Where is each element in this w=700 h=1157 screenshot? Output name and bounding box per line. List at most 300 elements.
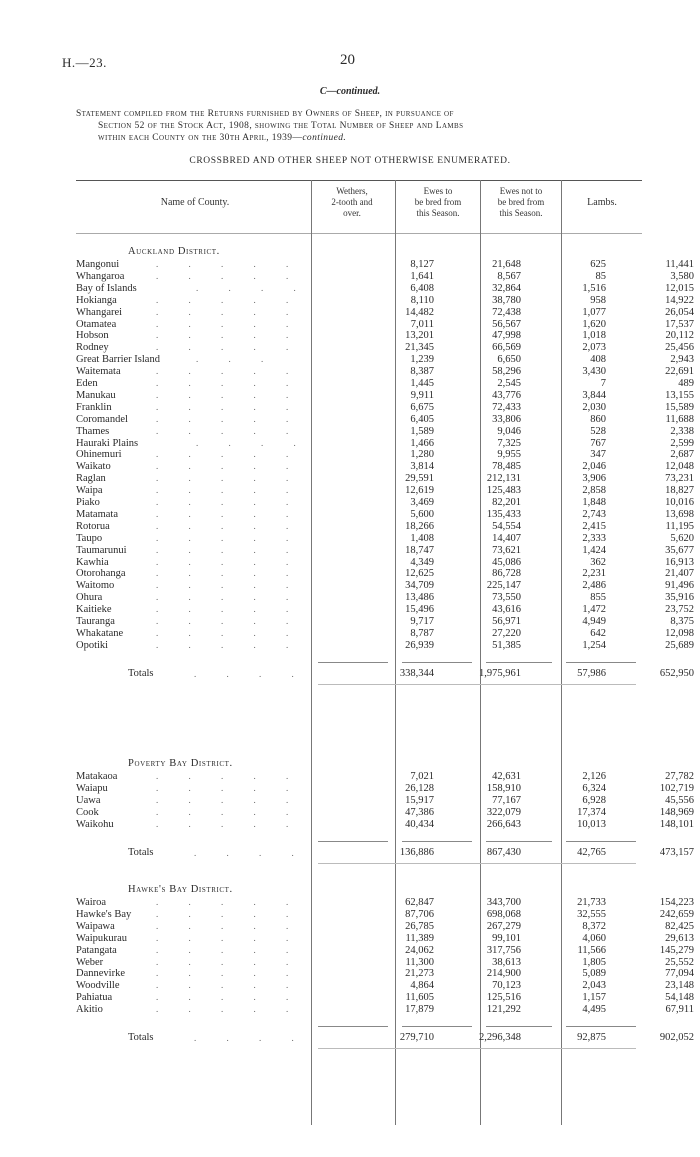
- leader-dots: . . . . .: [156, 592, 303, 603]
- ewes-not-bred-value: 3,906: [582, 473, 606, 485]
- ewes-not-bred-value: 1,077: [582, 306, 606, 318]
- leader-dots: . . . . .: [156, 992, 303, 1003]
- ewes-bred-value: 32,864: [492, 282, 521, 294]
- ewes-not-bred-value: 2,858: [582, 485, 606, 497]
- sum-rule: [566, 662, 636, 663]
- leader-dots: . . . . .: [156, 639, 303, 650]
- lambs-value: 15,589: [665, 401, 694, 413]
- wethers-value: 1,466: [410, 437, 434, 449]
- ewes-not-bred-value: 1,848: [582, 497, 606, 508]
- county-name: Thames: [76, 425, 110, 437]
- district-heading: Auckland District.: [128, 246, 220, 257]
- wethers-value: 17,879: [405, 1004, 434, 1016]
- ewes-not-bred-value: 2,046: [582, 461, 606, 473]
- wethers-total: 279,710: [399, 1032, 434, 1043]
- ewes-not-bred-value: 2,073: [582, 342, 606, 354]
- lambs-value: 35,916: [665, 592, 694, 604]
- county-name: Waipa: [76, 485, 103, 497]
- ewes-bred-value: 47,998: [492, 330, 521, 342]
- county-name: Otamatea: [76, 318, 117, 330]
- ewes-not-bred-value: 1,424: [582, 544, 606, 556]
- wethers-value: 3,814: [410, 461, 434, 473]
- leader-dots: . . . .: [194, 1033, 308, 1043]
- county-name: Waikohu: [76, 818, 114, 830]
- table-row: [76, 556, 694, 569]
- wethers-value: 13,201: [405, 330, 434, 342]
- lambs-value: 82,425: [665, 920, 694, 932]
- ewes-not-bred-value: 85: [595, 270, 606, 282]
- wethers-value: 11,389: [405, 932, 434, 944]
- leader-dots: . . . . .: [156, 968, 303, 979]
- wethers-value: 9,717: [410, 616, 434, 627]
- table-row: [76, 294, 694, 307]
- county-name: Waipawa: [76, 920, 115, 932]
- totals-row: [76, 846, 694, 860]
- table-row: [76, 401, 694, 414]
- table-row: [76, 497, 694, 509]
- ewes-bred-value: 21,648: [492, 259, 521, 270]
- lambs-value: 11,195: [665, 520, 694, 532]
- table-subtitle: CROSSBRED AND OTHER SHEEP NOT OTHERWISE ENUMERATED.: [189, 156, 511, 166]
- ewes-not-bred-value: 2,231: [582, 568, 606, 580]
- leader-dots: . . . . .: [156, 389, 303, 400]
- ewes-not-bred-value: 1,805: [582, 956, 606, 968]
- lambs-value: 2,599: [670, 437, 694, 449]
- sum-rule: [486, 1026, 552, 1027]
- leader-dots: . . . . .: [156, 580, 303, 591]
- leader-dots: . . . . .: [156, 908, 303, 919]
- ewes-bred-value: 6,650: [497, 354, 521, 366]
- wethers-value: 11,605: [405, 992, 434, 1004]
- leader-dots: . . . . .: [156, 818, 303, 829]
- lambs-value: 12,015: [665, 282, 694, 294]
- ewes-not-bred-value: 642: [590, 627, 606, 639]
- wethers-value: 21,273: [405, 968, 434, 980]
- ewes-not-bred-value: 1,516: [582, 282, 606, 294]
- county-name: Hawke's Bay: [76, 908, 132, 920]
- ewes-bred-value: 99,101: [492, 932, 521, 944]
- ewes-not-bred-total: 42,765: [577, 846, 606, 858]
- county-name: Whakatane: [76, 627, 124, 639]
- leader-dots: . . . . .: [156, 425, 303, 436]
- wethers-total: 136,886: [399, 846, 434, 858]
- county-name: Manukau: [76, 389, 116, 401]
- leader-dots: . . . . .: [156, 920, 303, 931]
- column-header-ewes-bred: Ewes to be bred from this Season.: [414, 186, 462, 218]
- table-row: [76, 956, 694, 969]
- ewes-not-bred-value: 4,495: [582, 1004, 606, 1016]
- sum-rule: [566, 1026, 636, 1027]
- county-name: Bay of Islands: [76, 282, 137, 294]
- wethers-value: 13,486: [405, 592, 434, 604]
- wethers-value: 3,469: [410, 497, 434, 508]
- county-name: Weber: [76, 956, 104, 968]
- wethers-value: 47,386: [405, 806, 434, 818]
- wethers-value: 87,706: [405, 908, 434, 920]
- county-name: Hobson: [76, 330, 109, 342]
- totals-row: [76, 1031, 694, 1045]
- table-row: [76, 639, 694, 652]
- wethers-value: 1,408: [410, 532, 434, 544]
- county-name: Eden: [76, 378, 98, 389]
- table-row: [76, 604, 694, 616]
- lambs-value: 54,148: [665, 992, 694, 1004]
- lambs-value: 148,969: [659, 806, 694, 818]
- table-row: [76, 259, 694, 271]
- leader-dots: . . . . .: [156, 794, 303, 805]
- county-name: Otorohanga: [76, 568, 126, 580]
- ewes-not-bred-value: 6,324: [582, 782, 606, 794]
- table-row: [76, 782, 694, 795]
- county-name: Matakaoa: [76, 771, 118, 782]
- ewes-bred-value: 121,292: [486, 1004, 521, 1016]
- table-row: [76, 306, 694, 319]
- ewes-bred-value: 317,756: [486, 944, 521, 956]
- table-row: [76, 330, 694, 342]
- ewes-not-bred-value: 528: [590, 425, 606, 437]
- page-number: 20: [340, 52, 355, 68]
- table-row: [76, 270, 694, 283]
- wethers-value: 18,747: [405, 544, 434, 556]
- ewes-bred-value: 267,279: [486, 920, 521, 932]
- wethers-value: 1,239: [410, 354, 434, 366]
- table-row: [76, 437, 694, 450]
- wethers-value: 15,917: [405, 794, 434, 806]
- county-name: Waikato: [76, 461, 111, 473]
- table-row: [76, 389, 694, 402]
- lambs-value: 2,943: [670, 354, 694, 366]
- leader-dots: . . . . .: [156, 520, 303, 531]
- lambs-value: 21,407: [665, 568, 694, 580]
- table-row: [76, 425, 694, 438]
- wethers-value: 24,062: [405, 944, 434, 956]
- lambs-value: 27,782: [665, 771, 694, 782]
- table-row: [76, 580, 694, 592]
- lambs-value: 25,456: [665, 342, 694, 354]
- ewes-not-bred-value: 1,018: [582, 330, 606, 342]
- county-name: Kawhia: [76, 556, 109, 568]
- table-row: [76, 992, 694, 1004]
- lambs-value: 16,913: [665, 556, 694, 568]
- ewes-not-bred-value: 2,030: [582, 401, 606, 413]
- lambs-value: 45,556: [665, 794, 694, 806]
- ewes-not-bred-value: 5,089: [582, 968, 606, 980]
- wethers-value: 4,349: [410, 556, 434, 568]
- ewes-bred-value: 322,079: [486, 806, 521, 818]
- ewes-not-bred-value: 1,254: [582, 639, 606, 651]
- ewes-not-bred-value: 408: [590, 354, 606, 366]
- leader-dots: . . . . .: [156, 568, 303, 579]
- leader-dots: . . . .: [194, 847, 308, 858]
- wethers-value: 14,482: [405, 306, 434, 318]
- ewes-bred-value: 72,433: [492, 401, 521, 413]
- ewes-bred-value: 45,086: [492, 556, 521, 568]
- leader-dots: . . . . .: [156, 782, 303, 793]
- wethers-value: 8,387: [410, 366, 434, 378]
- lambs-value: 154,223: [659, 897, 694, 908]
- table-row: [76, 318, 694, 331]
- lambs-value: 17,537: [665, 318, 694, 330]
- ewes-bred-value: 7,325: [497, 437, 521, 449]
- table-row: [76, 449, 694, 461]
- leader-dots: . . . . .: [156, 897, 303, 907]
- ewes-not-bred-value: 11,566: [577, 944, 606, 956]
- wethers-total: 338,344: [399, 667, 434, 679]
- leader-dots: . . . . .: [156, 366, 303, 377]
- wethers-value: 62,847: [405, 897, 434, 908]
- county-name: Kaitieke: [76, 604, 112, 616]
- lambs-value: 35,677: [665, 544, 694, 556]
- table-row: [76, 627, 694, 640]
- lambs-value: 145,279: [659, 944, 694, 956]
- lambs-value: 25,552: [665, 956, 694, 968]
- lambs-value: 77,094: [665, 968, 694, 980]
- header-bottom-rule: [76, 233, 642, 234]
- county-name: Coromandel: [76, 413, 128, 425]
- county-name: Raglan: [76, 473, 106, 485]
- ewes-not-bred-value: 347: [590, 449, 606, 461]
- lambs-value: 18,827: [665, 485, 694, 497]
- ewes-not-bred-value: 3,430: [582, 366, 606, 378]
- lambs-value: 11,688: [665, 413, 694, 425]
- leader-dots: . . . . .: [156, 556, 303, 567]
- county-name: Taupo: [76, 532, 103, 544]
- ewes-not-bred-value: 2,126: [582, 771, 606, 782]
- district-heading: Poverty Bay District.: [128, 758, 233, 769]
- leader-dots: . . . . .: [156, 604, 303, 615]
- totals-bottom-rule: [318, 684, 636, 685]
- ewes-not-bred-value: 4,949: [582, 616, 606, 627]
- ewes-bred-value: 212,131: [486, 473, 521, 485]
- county-name: Ohura: [76, 592, 103, 604]
- table-row: [76, 508, 694, 521]
- wethers-value: 26,939: [405, 639, 434, 651]
- county-name: Whangarei: [76, 306, 123, 318]
- totals-label: Totals: [128, 846, 154, 858]
- ewes-not-bred-total: 92,875: [577, 1032, 606, 1043]
- table-row: [76, 980, 694, 992]
- ewes-bred-value: 43,776: [492, 389, 521, 401]
- ewes-not-bred-value: 1,472: [582, 604, 606, 616]
- ewes-not-bred-value: 625: [590, 259, 606, 270]
- wethers-value: 7,011: [410, 318, 434, 330]
- county-name: Pahiatua: [76, 992, 113, 1004]
- lambs-value: 23,148: [665, 980, 694, 992]
- ewes-not-bred-value: 10,013: [577, 818, 606, 830]
- wethers-value: 9,911: [410, 389, 434, 401]
- ewes-not-bred-value: 7: [600, 378, 606, 389]
- county-name: Opotiki: [76, 639, 109, 651]
- sum-rule: [402, 841, 472, 842]
- lambs-value: 489: [678, 378, 694, 389]
- lambs-value: 11,441: [665, 259, 694, 270]
- ewes-not-bred-value: 8,372: [582, 920, 606, 932]
- county-name: Mangonui: [76, 259, 120, 270]
- leader-dots: . . . . .: [156, 956, 303, 967]
- ewes-bred-value: 58,296: [492, 366, 521, 378]
- ewes-bred-value: 51,385: [492, 639, 521, 651]
- lambs-value: 12,098: [665, 627, 694, 639]
- leader-dots: . . . . .: [156, 532, 303, 543]
- table-row: [76, 282, 694, 295]
- county-name: Piako: [76, 497, 100, 508]
- county-name: Patangata: [76, 944, 117, 956]
- county-name: Akitio: [76, 1004, 103, 1016]
- column-header-lambs: Lambs.: [587, 197, 617, 208]
- sum-rule: [486, 662, 552, 663]
- leader-dots: . . . . .: [156, 944, 303, 955]
- ewes-bred-value: 343,700: [486, 897, 521, 908]
- lambs-value: 2,338: [670, 425, 694, 437]
- ewes-bred-value: 73,550: [492, 592, 521, 604]
- leader-dots: . . . . .: [156, 259, 303, 269]
- lambs-value: 26,054: [665, 306, 694, 318]
- totals-row: [76, 667, 694, 681]
- county-name: Hauraki Plains: [76, 437, 139, 449]
- wethers-value: 1,641: [410, 270, 434, 282]
- sum-rule: [318, 662, 388, 663]
- ewes-bred-value: 43,616: [492, 604, 521, 616]
- ewes-bred-value: 86,728: [492, 568, 521, 580]
- district-heading: Hawke's Bay District.: [128, 884, 233, 895]
- county-name: Hokianga: [76, 294, 117, 306]
- ewes-bred-value: 73,621: [492, 544, 521, 556]
- ewes-bred-value: 56,567: [492, 318, 521, 330]
- ewes-bred-value: 56,971: [492, 616, 521, 627]
- ewes-bred-value: 214,900: [486, 968, 521, 980]
- lambs-total: 473,157: [659, 846, 694, 858]
- ewes-bred-value: 38,780: [492, 294, 521, 306]
- wethers-value: 29,591: [405, 473, 434, 485]
- county-name: Rotorua: [76, 520, 110, 532]
- table-row: [76, 794, 694, 807]
- leader-dots: . . . . .: [156, 330, 303, 341]
- totals-label: Totals: [128, 1032, 154, 1043]
- ewes-not-bred-value: 2,415: [582, 520, 606, 532]
- wethers-value: 21,345: [405, 342, 434, 354]
- table-row: [76, 968, 694, 980]
- leader-dots: . . . . .: [156, 616, 303, 626]
- continued-heading: C—continued.: [319, 86, 381, 97]
- wethers-value: 40,434: [405, 818, 434, 830]
- lambs-value: 25,689: [665, 639, 694, 651]
- lambs-total: 902,052: [659, 1032, 694, 1043]
- wethers-value: 12,625: [405, 568, 434, 580]
- ewes-bred-total: 2,296,348: [479, 1032, 521, 1043]
- table-row: [76, 616, 694, 628]
- leader-dots: . . . . .: [156, 932, 303, 943]
- table-row: [76, 544, 694, 557]
- ewes-bred-value: 66,569: [492, 342, 521, 354]
- table-row: [76, 520, 694, 533]
- ewes-bred-value: 70,123: [492, 980, 521, 992]
- lambs-value: 3,580: [670, 270, 694, 282]
- leader-dots: . . . . .: [156, 771, 303, 781]
- leader-dots: . . . . .: [156, 473, 303, 484]
- ewes-not-bred-value: 860: [590, 413, 606, 425]
- county-name: Ohinemuri: [76, 449, 122, 461]
- ewes-bred-value: 8,567: [497, 270, 521, 282]
- county-name: Great Barrier Island: [76, 354, 160, 366]
- wethers-value: 8,127: [410, 259, 434, 270]
- lambs-value: 12,048: [665, 461, 694, 473]
- leader-dots: . . . . .: [156, 544, 303, 555]
- ewes-not-bred-value: 1,157: [582, 992, 606, 1004]
- table-row: [76, 461, 694, 473]
- lambs-value: 22,691: [665, 366, 694, 378]
- wethers-value: 4,864: [410, 980, 434, 992]
- ewes-bred-value: 78,485: [492, 461, 521, 473]
- ewes-bred-value: 82,201: [492, 497, 521, 508]
- leader-dots: . . . .: [196, 437, 310, 448]
- table-row: [76, 532, 694, 545]
- lambs-value: 10,016: [665, 497, 694, 508]
- wethers-value: 34,709: [405, 580, 434, 592]
- county-name: Waipukurau: [76, 932, 128, 944]
- wethers-value: 15,496: [405, 604, 434, 616]
- totals-label: Totals: [128, 667, 154, 679]
- ewes-bred-value: 125,516: [486, 992, 521, 1004]
- leader-dots: . . . . .: [156, 270, 303, 281]
- leader-dots: . . . . .: [156, 485, 303, 496]
- totals-bottom-rule: [318, 863, 636, 864]
- ewes-not-bred-value: 1,620: [582, 318, 606, 330]
- sum-rule: [402, 1026, 472, 1027]
- table-row: [76, 485, 694, 497]
- table-row: [76, 1004, 694, 1016]
- lambs-value: 23,752: [665, 604, 694, 616]
- county-name: Dannevirke: [76, 968, 125, 980]
- ewes-not-bred-value: 2,333: [582, 532, 606, 544]
- lambs-value: 102,719: [659, 782, 694, 794]
- ewes-not-bred-value: 958: [590, 294, 606, 306]
- ewes-bred-value: 125,483: [486, 485, 521, 497]
- county-name: Waiapu: [76, 782, 108, 794]
- ewes-bred-value: 698,068: [486, 908, 521, 920]
- totals-bottom-rule: [318, 1048, 636, 1049]
- table-row: [76, 806, 694, 819]
- ewes-bred-value: 9,955: [497, 449, 521, 461]
- table-row: [76, 920, 694, 933]
- ewes-bred-value: 33,806: [492, 413, 521, 425]
- wethers-value: 12,619: [405, 485, 434, 497]
- lambs-value: 67,911: [665, 1004, 694, 1016]
- county-name: Cook: [76, 806, 99, 818]
- table-row: [76, 944, 694, 957]
- ewes-not-bred-value: 32,555: [577, 908, 606, 920]
- lambs-value: 8,375: [670, 616, 694, 627]
- ewes-bred-value: 9,046: [497, 425, 521, 437]
- leader-dots: . . . . .: [156, 461, 303, 472]
- table-row: [76, 354, 694, 366]
- sum-rule: [318, 1026, 388, 1027]
- county-name: Rodney: [76, 342, 109, 354]
- lambs-value: 73,231: [665, 473, 694, 485]
- lambs-value: 5,620: [670, 532, 694, 544]
- table-top-rule: [76, 180, 642, 181]
- leader-dots: . . . . .: [156, 980, 303, 991]
- lambs-value: 148,101: [659, 818, 694, 830]
- wethers-value: 6,675: [410, 401, 434, 413]
- county-name: Woodville: [76, 980, 120, 992]
- wethers-value: 26,128: [405, 782, 434, 794]
- leader-dots: . . . . .: [156, 318, 303, 329]
- leader-dots: . . . . .: [156, 627, 303, 638]
- ewes-not-bred-value: 855: [590, 592, 606, 604]
- sum-rule: [566, 841, 636, 842]
- ewes-bred-total: 1,975,961: [479, 667, 521, 679]
- wethers-value: 6,408: [410, 282, 434, 294]
